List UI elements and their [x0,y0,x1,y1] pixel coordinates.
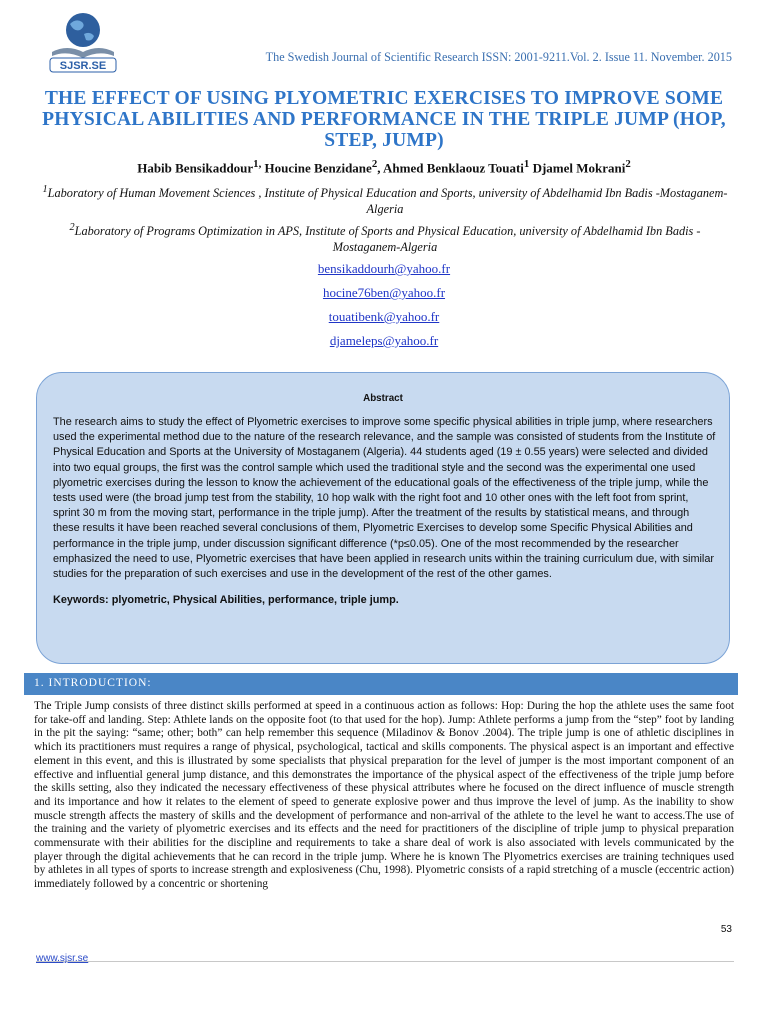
author-sup: 2 [371,158,378,170]
introduction-body [34,700,734,892]
email-link[interactable]: hocine76ben@yahoo.fr [322,285,446,300]
author-name: , Ahmed Benklaouz Touati [377,160,524,176]
abstract-text: The research aims to study the effect of Plyometric exercises to improve some specific physical abilities in triple jump, where researchers used the experimental method due to the nature of the research relevance, and the sample was consisted of students from the Institute of Physical Education and Sports at the University of Mostaganem (Algeria). 44 students aged (19 ± 0.55 years) were selected and divided into two equal groups, the first was the control sample which used the traditional style and the second was the experimental one used plyometric exercises during the lesson to know the achievement of the educational goals of the effectiveness of the triple jump, while the tests used were (the broad jump test from the stability, 10 hop walk with the right foot and 10 other ones with the left foot from sprint, sprint 30 m from the moving start, performance in the triple jump). After the treatment of the results by statistical means, and through these results it have been reached several conclusions of them, Plyometric Exercises to develop some Specific Physical Abilities and performance in the triple jump, under discussion significant difference (*p≤0.05). One of the most recommended by the researcher emphasized the need to use, Plyometric exercises that have been applied in research units within the training curriculum due, with similar studies for the preparation of such exercises and use in the development of the rest of the other games. [53,416,716,581]
footer-divider [36,961,734,962]
introduction-text: The Triple Jump consists of three distinct skills performed at speed in a continuous action as follows: Hop: During the hop the athlete uses the same foot for take-off and landing. Step: Athlete lands on the opposite foot (to that used for the hop). Jump: Athlete performs a jump from the “step” foot by landing in the pit the saying: “same; other; both” can help remember this sequence (Miladinov & Bonov .2004). The triple jump is one of athletic disciplines in which its practitioners must requires a range of physical, psychological, tactical and skills components. The physical aspect is an important and effective element in this event, and this is illustrated by some specialists that physical preparation for the level of jumper is the most important component of an effective and influential general jump distance, and this demonstrates the importance of the physical aspect of the effectiveness of the triple jump before the skills setting, also they indicated the necessary effectiveness of these physical attributes where he focused on the direct influence of muscle strength and its importance and how it relates to the element of speed to generate explosive power and thus improve the level of jump. As the inability to show muscle strength affects the mastery of skills and the development of performance and non-arrival of the athlete to the level he want to access.The use of the training and the variety of plyometric exercises and its effects and the need for practitioners of the discipline of triple jump to physical preparation commensurate with their abilities for the discipline and requirements to take a share deal of work is also associated with levels communicated by the player through the digital achievements that he can record in the triple jump. Where he is known The Plyometrics exercises are training techniques used by athletes in all types of sports to increase strength and explosiveness (Chu, 1998). Plyometric consists of a rapid stretching of a muscle (eccentric action) immediately followed by a concentric or shortening [34,700,734,891]
author-sup: 1, [253,158,262,170]
affiliation-1 [40,182,730,217]
logo-text: SJSR.SE [59,60,107,72]
keywords: Keywords: plyometric, Physical Abilities, performance, triple jump. [53,594,399,607]
affiliation-sup: 1 [42,184,48,195]
affiliation-text: Laboratory of Programs Optimization in APS, Institute of Sports and Physical Education, university of Abdelhamid Ibn Badis -Mostaganem-Algeria [74,224,701,255]
email-list [0,258,768,354]
journal-info: The Swedish Journal of Scientific Research ISSN: 2001-9211.Vol. 2. Issue 11. November. 2015 [265,50,732,64]
abstract-heading: Abstract [363,393,403,404]
affiliation-2 [40,220,730,255]
abstract-body [53,415,717,608]
abstract-box [36,372,730,664]
page-number: 53 [720,924,732,935]
paper-title: THE EFFECT OF USING PLYOMETRIC EXERCISES TO IMPROVE SOME PHYSICAL ABILITIES AND PERFORMANCE IN THE TRIPLE JUMP (HOP, STEP, JUMP) [42,88,726,151]
journal-logo [40,8,126,74]
website-link[interactable]: www.sjsr.se [36,953,89,964]
author-name: Djamel Mokrani [529,160,626,176]
author-list [0,158,768,176]
author-name: Habib Bensikaddour [137,160,254,176]
affiliation-sup: 2 [69,222,75,233]
author-sup: 1 [523,158,530,170]
email-link[interactable]: bensikaddourh@yahoo.fr [317,261,451,276]
author-sup: 2 [625,158,631,170]
affiliation-text: Laboratory of Human Movement Sciences , Institute of Physical Education and Sports, university of Abdelhamid Ibn Badis -Mostaganem-Algeria [47,186,728,217]
author-name: Houcine Benzidane [261,160,372,176]
section-heading-introduction: 1. INTRODUCTION: [24,673,738,695]
email-link[interactable]: touatibenk@yahoo.fr [328,309,440,324]
email-link[interactable]: djameleps@yahoo.fr [329,333,439,348]
